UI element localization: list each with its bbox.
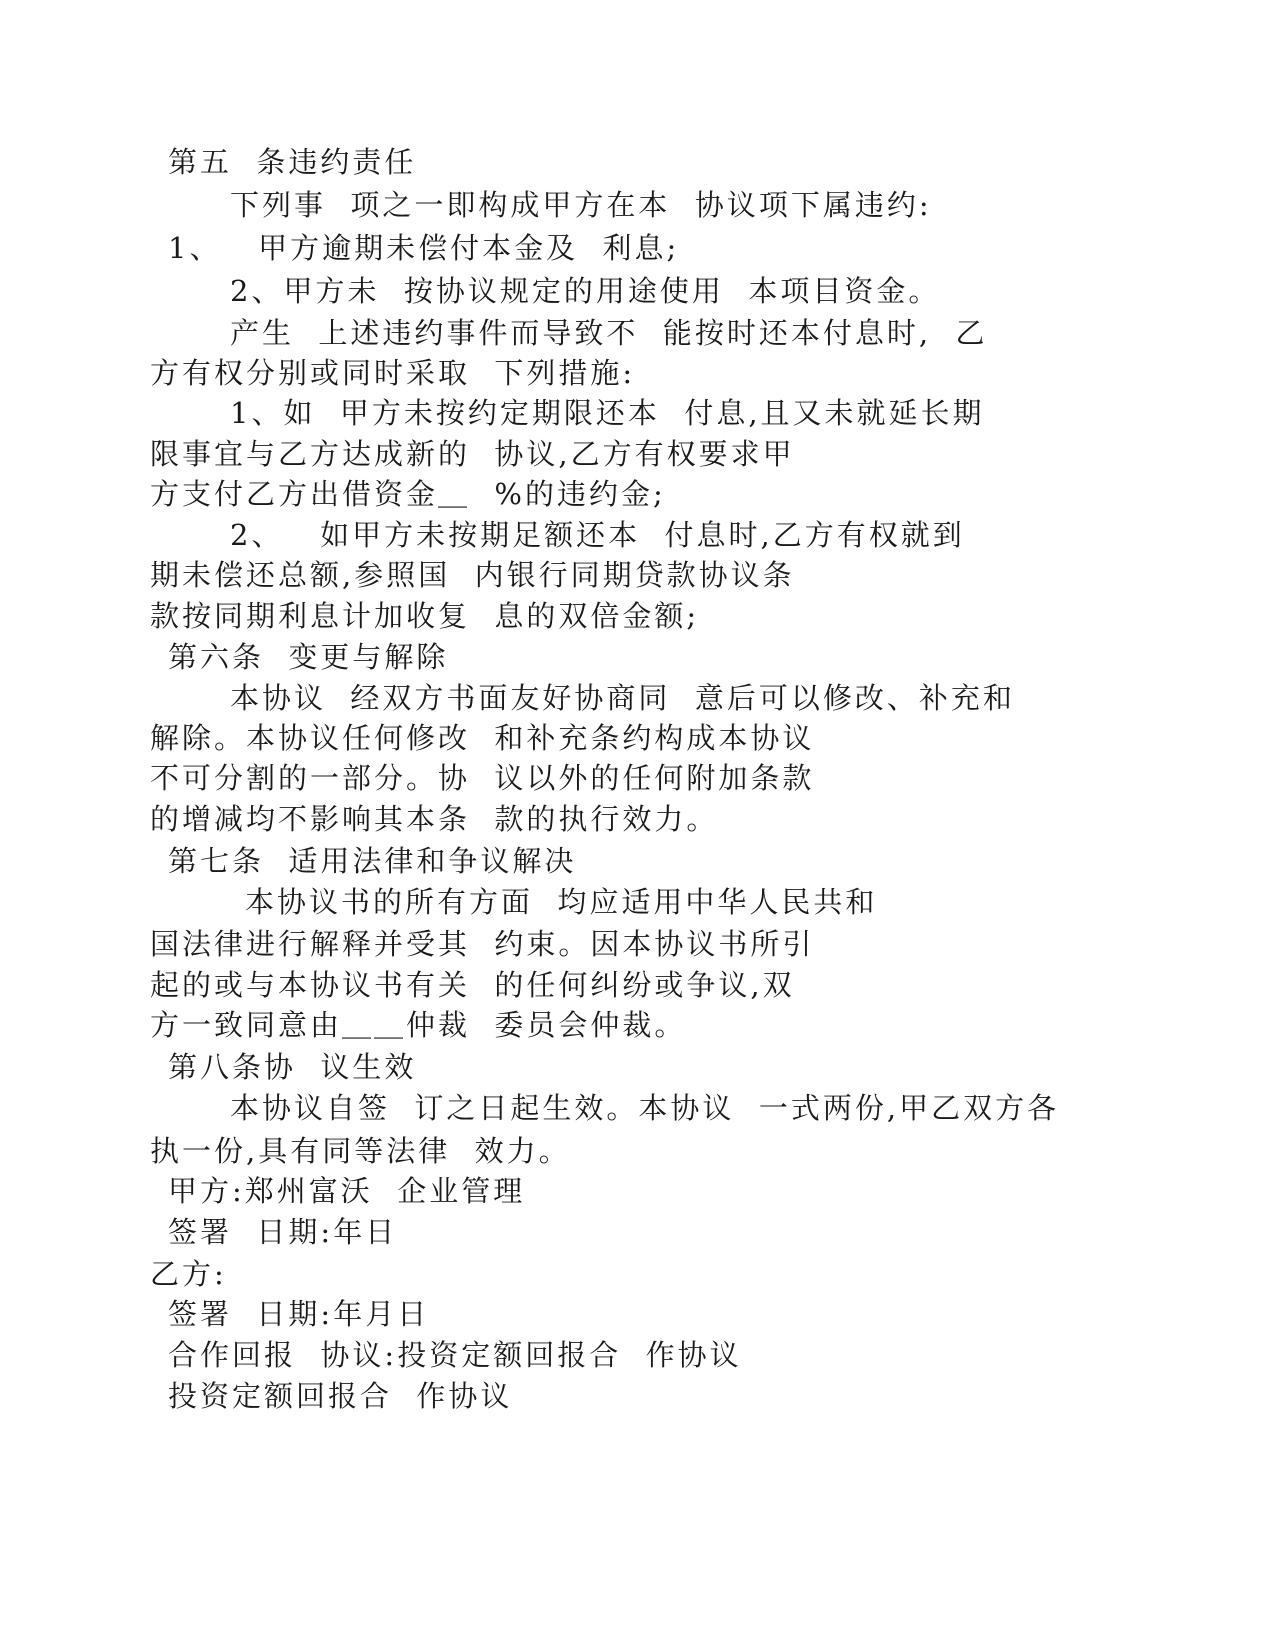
paragraph-line: 不可分割的一部分。协 议以外的任何附加条款 [150, 761, 815, 795]
article-6-heading: 第六条 变更与解除 [168, 640, 449, 674]
paragraph-line: 起的或与本协议书有关 的任何纠纷或争议,双 [150, 968, 795, 1002]
paragraph-line: 方有权分别或同时采取 下列措施: [150, 356, 636, 390]
article-7-heading: 第七条 适用法律和争议解决 [168, 844, 577, 878]
party-a-sign-date: 签署 日期:年日 [168, 1215, 398, 1249]
party-b-sign-date: 签署 日期:年月日 [168, 1297, 430, 1331]
party-b-line: 乙方: [150, 1257, 227, 1291]
paragraph-line: 方一致同意由＿＿仲裁 委员会仲裁。 [150, 1008, 687, 1042]
paragraph-line: 方支付乙方出借资金＿ %的违约金; [150, 477, 666, 511]
paragraph-line: 限事宜与乙方达成新的 协议,乙方有权要求甲 [150, 437, 795, 471]
list-item: 2、甲方未 按协议规定的用途使用 本项目资金。 [230, 274, 941, 308]
paragraph-line: 国法律进行解释并受其 约束。因本协议书所引 [150, 927, 815, 961]
footer-title-line: 合作回报 协议:投资定额回报合 作协议 [168, 1338, 742, 1372]
list-item: 1、如 甲方未按约定期限还本 付息,且又未就延长期 [230, 396, 985, 430]
footer-title-line: 投资定额回报合 作协议 [168, 1379, 513, 1413]
paragraph-line: 本协议书的所有方面 均应适用中华人民共和 [245, 885, 878, 919]
paragraph-line: 本协议自签 订之日起生效。本协议 一式两份,甲乙双方各 [230, 1091, 1060, 1125]
paragraph-line: 解除。本协议任何修改 和补充条约构成本协议 [150, 721, 815, 755]
paragraph-line: 下列事 项之一即构成甲方在本 协议项下属违约: [230, 188, 932, 222]
party-a-line: 甲方:郑州富沃 企业管理 [168, 1174, 526, 1208]
paragraph-line: 执一份,具有同等法律 效力。 [150, 1134, 571, 1168]
list-item: 2、 如甲方未按期足额还本 付息时,乙方有权就到 [230, 518, 965, 552]
list-item: 1、 甲方逾期未偿付本金及 利息; [168, 231, 680, 265]
paragraph-line: 本协议 经双方书面友好协商同 意后可以修改、补充和 [230, 681, 1015, 715]
article-5-heading: 第五 条违约责任 [168, 145, 417, 179]
paragraph-line: 的增减均不影响其本条 款的执行效力。 [150, 802, 719, 836]
paragraph-line: 款按同期利息计加收复 息的双倍金额; [150, 599, 700, 633]
article-8-heading: 第八条协 议生效 [168, 1050, 417, 1084]
paragraph-line: 产生 上述违约事件而导致不 能按时还本付息时, 乙 [230, 316, 988, 350]
paragraph-line: 期未偿还总额,参照国 内银行同期贷款协议条 [150, 558, 795, 592]
